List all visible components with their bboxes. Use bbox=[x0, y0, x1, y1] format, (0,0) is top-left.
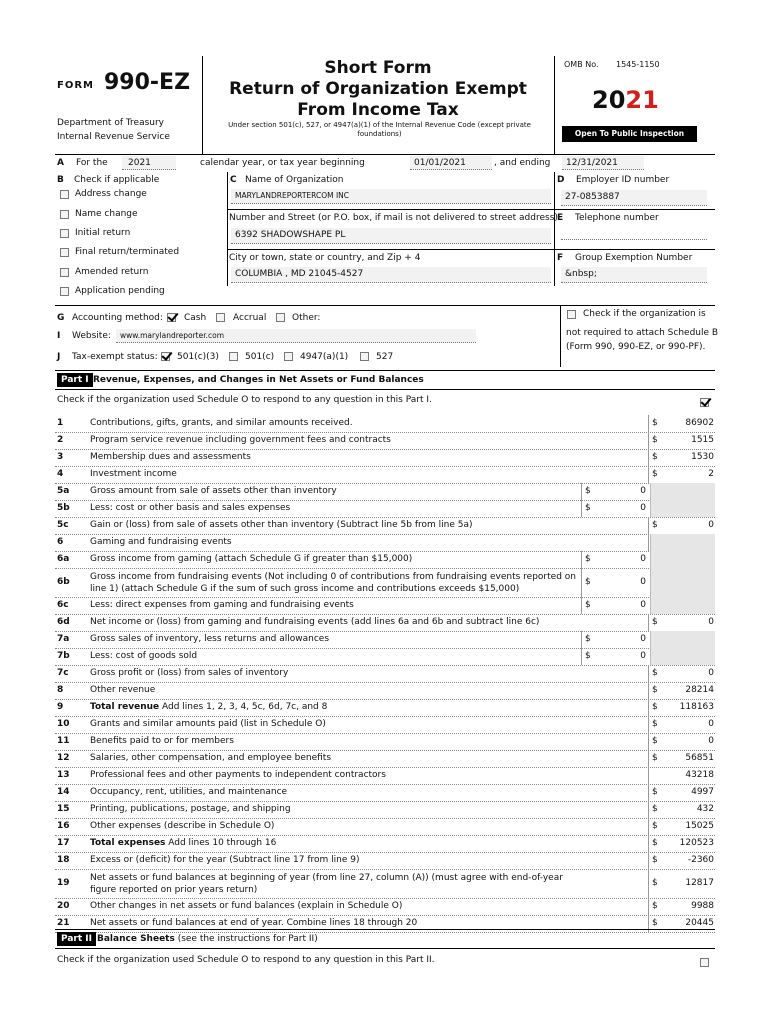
rule-city bbox=[227, 249, 554, 250]
dollar-sign: $ bbox=[652, 821, 658, 831]
part2-title-bold: Balance Sheets bbox=[97, 934, 175, 944]
line-number: 16 bbox=[57, 821, 70, 831]
part1-schedule-o-checkbox[interactable] bbox=[700, 398, 709, 407]
line-description: Other revenue bbox=[90, 685, 156, 695]
right-column-rule bbox=[648, 733, 649, 750]
part2-label: Part II bbox=[57, 932, 96, 946]
line-amount[interactable]: 0 bbox=[640, 486, 646, 496]
shaded-cell bbox=[650, 534, 715, 551]
header-divider-right bbox=[554, 56, 555, 154]
line-number: 7c bbox=[57, 668, 69, 678]
right-column-rule bbox=[648, 767, 649, 784]
line-separator bbox=[55, 852, 715, 853]
dept-irs: Internal Revenue Service bbox=[57, 132, 170, 142]
shaded-cell bbox=[650, 568, 715, 597]
part2-schedule-o-text: Check if the organization used Schedule O to respond to any question in this Part II. bbox=[57, 955, 435, 965]
part2-title bbox=[97, 934, 318, 944]
street-field[interactable]: 6392 SHADOWSHAPE PL bbox=[231, 228, 551, 244]
501c-label: 501(c) bbox=[245, 352, 275, 362]
part2-title-note: (see the instructions for Part II) bbox=[174, 934, 318, 944]
4947a1-label: 4947(a)(1) bbox=[300, 352, 349, 362]
schedule-b-line2: not required to attach Schedule B bbox=[566, 328, 719, 338]
right-column-rule bbox=[648, 818, 649, 835]
line-description: Grants and similar amounts paid (list in Schedule O) bbox=[90, 719, 326, 729]
section-a-letter: A bbox=[57, 158, 64, 168]
527-checkbox[interactable] bbox=[360, 352, 369, 361]
telephone-label: Telephone number bbox=[575, 213, 659, 223]
ein-field[interactable]: 27-0853887 bbox=[561, 190, 707, 206]
line-amount[interactable]: 86902 bbox=[685, 418, 714, 428]
line-separator bbox=[55, 568, 715, 569]
part1-title: Revenue, Expenses, and Changes in Net Assets or Fund Balances bbox=[93, 375, 424, 385]
right-column-rule bbox=[648, 517, 649, 534]
city-label: City or town, state or country, and Zip + 4 bbox=[229, 253, 421, 263]
line-separator bbox=[55, 869, 715, 870]
line-separator bbox=[55, 818, 715, 819]
shaded-cell bbox=[650, 631, 715, 648]
line-amount[interactable]: 2 bbox=[708, 469, 714, 479]
right-column-rule bbox=[648, 665, 649, 682]
rule-part2-top bbox=[55, 929, 715, 930]
right-column-rule bbox=[648, 898, 649, 915]
line-description-bold: Total revenue bbox=[90, 702, 160, 712]
other-method-label: Other: bbox=[292, 313, 321, 323]
right-column-rule bbox=[648, 449, 649, 466]
shaded-cell bbox=[650, 483, 715, 500]
form-title-2: Return of Organization Exempt bbox=[229, 79, 527, 99]
line-description: Net income or (loss) from gaming and fundraising events (add lines 6a and 6b and subtract line 6c) bbox=[90, 617, 540, 627]
line-number: 6d bbox=[57, 617, 70, 627]
shaded-cell bbox=[650, 500, 715, 517]
mid-column-rule bbox=[581, 500, 582, 517]
line-description: Net assets or fund balances at beginning of year (from line 27, column (A)) (must agree with end-of-year figure reported on prior years return) bbox=[90, 873, 563, 895]
line-number: 14 bbox=[57, 787, 70, 797]
line-number: 5b bbox=[57, 503, 70, 513]
tax-year-end-field[interactable]: 12/31/2021 bbox=[562, 156, 644, 170]
amended-return-checkbox[interactable] bbox=[60, 268, 69, 277]
line-separator bbox=[55, 733, 715, 734]
dollar-sign: $ bbox=[652, 736, 658, 746]
cash-label: Cash bbox=[184, 313, 207, 323]
line-description: Benefits paid to or for members bbox=[90, 736, 234, 746]
city-field[interactable]: COLUMBIA , MD 21045-4527 bbox=[231, 267, 551, 283]
dollar-sign: $ bbox=[652, 452, 658, 462]
line-description: Gain or (loss) from sale of assets other than inventory (Subtract line 5b from line 5a) bbox=[90, 520, 473, 530]
section-f-letter: F bbox=[557, 253, 564, 263]
line-description: Other expenses (describe in Schedule O) bbox=[90, 821, 275, 831]
501c-checkbox[interactable] bbox=[229, 352, 238, 361]
dollar-sign: $ bbox=[652, 719, 658, 729]
accrual-checkbox[interactable] bbox=[216, 313, 225, 322]
rule-part2-bottom bbox=[55, 948, 715, 949]
line-separator bbox=[55, 466, 715, 467]
line-number: 13 bbox=[57, 770, 70, 780]
right-column-rule bbox=[648, 716, 649, 733]
mid-column-rule bbox=[581, 631, 582, 648]
rule-g bbox=[55, 305, 715, 306]
tax-exempt-label: Tax-exempt status: bbox=[72, 352, 158, 362]
application-pending-checkbox[interactable] bbox=[60, 287, 69, 296]
line-separator bbox=[55, 898, 715, 899]
line-amount[interactable]: 4997 bbox=[691, 787, 714, 797]
dollar-sign: $ bbox=[585, 486, 591, 496]
line-description bbox=[90, 702, 327, 712]
dollar-sign: $ bbox=[652, 435, 658, 445]
section-g-letter: G bbox=[57, 313, 65, 323]
line-description: Less: cost of goods sold bbox=[90, 651, 198, 661]
line-separator bbox=[55, 767, 715, 768]
telephone-field[interactable] bbox=[561, 228, 707, 240]
line-amount[interactable]: 0 bbox=[708, 617, 714, 627]
line-description: Other changes in net assets or fund balances (explain in Schedule O) bbox=[90, 901, 403, 911]
section-b-label: Check if applicable bbox=[74, 175, 160, 185]
right-column-rule bbox=[648, 415, 649, 432]
rule-a-top bbox=[55, 154, 715, 155]
dollar-sign: $ bbox=[652, 855, 658, 865]
section-d-letter: D bbox=[557, 175, 565, 185]
right-column-rule bbox=[648, 869, 649, 898]
line-separator bbox=[55, 750, 715, 751]
line-description: Gaming and fundraising events bbox=[90, 537, 232, 547]
right-column-rule bbox=[648, 835, 649, 852]
schedule-b-line3: (Form 990, 990-EZ, or 990-PF). bbox=[566, 342, 706, 352]
form-prefix: FORM bbox=[57, 80, 94, 91]
line-amount[interactable]: 28214 bbox=[685, 685, 714, 695]
line-description: Program service revenue including government fees and contracts bbox=[90, 435, 391, 445]
accounting-method-label: Accounting method: bbox=[72, 313, 163, 323]
line-description: Professional fees and other payments to independent contractors bbox=[90, 770, 386, 780]
line-separator bbox=[55, 682, 715, 683]
right-column-rule bbox=[648, 614, 649, 631]
line-separator bbox=[55, 449, 715, 450]
line-number: 8 bbox=[57, 685, 64, 695]
rule-part1-bottom bbox=[55, 389, 715, 390]
section-j-letter: J bbox=[57, 352, 61, 362]
address-change-checkbox[interactable] bbox=[60, 190, 69, 199]
mid-column-rule bbox=[581, 551, 582, 568]
line-amount[interactable]: -2360 bbox=[687, 855, 714, 865]
line-separator bbox=[55, 801, 715, 802]
tax-year-field[interactable]: 2021 bbox=[122, 156, 176, 170]
right-column-rule bbox=[648, 852, 649, 869]
line-separator bbox=[55, 665, 715, 666]
other-method-checkbox[interactable] bbox=[276, 313, 285, 322]
line-number: 10 bbox=[57, 719, 70, 729]
dollar-sign: $ bbox=[652, 918, 658, 928]
line-amount[interactable]: 120523 bbox=[679, 838, 714, 848]
right-column-rule bbox=[648, 466, 649, 483]
dept-treasury: Department of Treasury bbox=[57, 118, 165, 128]
form-subtitle: Under section 501(c), 527, or 4947(a)(1) of the Internal Revenue Code (except private foundations) bbox=[228, 121, 531, 138]
line-number: 7b bbox=[57, 651, 70, 661]
line-number: 7a bbox=[57, 634, 70, 644]
section-b-letter: B bbox=[57, 175, 64, 185]
right-column-rule bbox=[648, 801, 649, 818]
line-amount[interactable]: 432 bbox=[696, 804, 714, 814]
line-description-rest: Add lines 1, 2, 3, 4, 5c, 6d, 7c, and 8 bbox=[159, 702, 328, 712]
line-number: 1 bbox=[57, 418, 64, 428]
mid-column-rule bbox=[581, 483, 582, 500]
line-description: Gross sales of inventory, less returns and allowances bbox=[90, 634, 330, 644]
line-number: 6 bbox=[57, 537, 64, 547]
line-number: 5a bbox=[57, 486, 70, 496]
schedule-b-checkbox[interactable] bbox=[567, 310, 576, 319]
mid-column-rule bbox=[581, 648, 582, 665]
form-title-1: Short Form bbox=[324, 58, 432, 78]
line-description: Gross profit or (loss) from sales of inventory bbox=[90, 668, 289, 678]
line-number: 18 bbox=[57, 855, 70, 865]
line-number: 11 bbox=[57, 736, 70, 746]
ein-label: Employer ID number bbox=[576, 175, 670, 185]
org-name-field[interactable]: MARYLANDREPORTERCOM INC bbox=[231, 189, 551, 204]
line-description: Occupancy, rent, utilities, and maintenance bbox=[90, 787, 288, 797]
section-c-letter: C bbox=[230, 175, 237, 185]
line-amount[interactable]: 0 bbox=[640, 600, 646, 610]
line-description: Gross amount from sale of assets other than inventory bbox=[90, 486, 337, 496]
right-column-rule bbox=[648, 699, 649, 716]
public-inspection-badge: Open To Public Inspection bbox=[562, 126, 697, 142]
amended-return-label: Amended return bbox=[75, 267, 149, 277]
group-exemption-label: Group Exemption Number bbox=[575, 253, 693, 263]
line-number: 6b bbox=[57, 577, 70, 587]
line-description: Gross income from gaming (attach Schedule G if greater than $15,000) bbox=[90, 554, 413, 564]
right-column-rule bbox=[648, 750, 649, 767]
line-amount[interactable]: 0 bbox=[640, 577, 646, 587]
dollar-sign: $ bbox=[652, 418, 658, 428]
dollar-sign: $ bbox=[652, 901, 658, 911]
line-number: 9 bbox=[57, 702, 64, 712]
dollar-sign: $ bbox=[652, 804, 658, 814]
line-separator bbox=[55, 631, 715, 632]
line-number: 2 bbox=[57, 435, 64, 445]
line-amount[interactable]: 56851 bbox=[685, 753, 714, 763]
line-amount[interactable]: 0 bbox=[708, 520, 714, 530]
right-column-rule bbox=[648, 682, 649, 699]
group-exemption-field[interactable]: &nbsp; bbox=[561, 267, 707, 283]
rule-street bbox=[227, 209, 554, 210]
501c3-checkbox[interactable] bbox=[161, 352, 170, 361]
final-return-label: Final return/terminated bbox=[75, 247, 180, 257]
omb-label: OMB No. bbox=[564, 60, 599, 69]
line-number: 15 bbox=[57, 804, 70, 814]
dollar-sign: $ bbox=[652, 617, 658, 627]
line-separator bbox=[55, 517, 715, 518]
tax-year-prefix: 20 bbox=[592, 86, 626, 114]
initial-return-label: Initial return bbox=[75, 228, 131, 238]
501c3-label: 501(c)(3) bbox=[177, 352, 219, 362]
accrual-label: Accrual bbox=[233, 313, 267, 323]
shaded-cell bbox=[650, 648, 715, 665]
street-label: Number and Street (or P.O. box, if mail is not delivered to street address) bbox=[229, 213, 558, 223]
part1-label: Part I bbox=[57, 373, 93, 387]
rule-f bbox=[554, 249, 715, 250]
dollar-sign: $ bbox=[652, 787, 658, 797]
dollar-sign: $ bbox=[585, 634, 591, 644]
dollar-sign: $ bbox=[652, 878, 658, 888]
name-change-checkbox[interactable] bbox=[60, 210, 69, 219]
line-amount[interactable]: 0 bbox=[708, 668, 714, 678]
part1-schedule-o-text: Check if the organization used Schedule O to respond to any question in this Part I. bbox=[57, 395, 432, 405]
line-amount[interactable]: 0 bbox=[640, 651, 646, 661]
line-separator bbox=[55, 932, 715, 933]
line-separator bbox=[55, 500, 715, 501]
tax-year-suffix: 21 bbox=[625, 86, 659, 114]
form-number: 990-EZ bbox=[104, 70, 191, 95]
line-amount[interactable]: 15025 bbox=[685, 821, 714, 831]
part2-schedule-o-checkbox[interactable] bbox=[700, 958, 709, 967]
line-number: 17 bbox=[57, 838, 70, 848]
section-def-left-rule bbox=[554, 172, 555, 286]
line-amount[interactable]: 0 bbox=[708, 719, 714, 729]
section-e-letter: E bbox=[557, 213, 564, 223]
line-amount[interactable]: 0 bbox=[640, 554, 646, 564]
line-separator bbox=[55, 699, 715, 700]
line-number: 3 bbox=[57, 452, 64, 462]
right-column-rule bbox=[648, 784, 649, 801]
line-description: Membership dues and assessments bbox=[90, 452, 251, 462]
line-amount[interactable]: 0 bbox=[708, 736, 714, 746]
final-return-checkbox[interactable] bbox=[60, 248, 69, 257]
schedule-b-line1: Check if the organization is bbox=[583, 309, 706, 319]
line-number: 19 bbox=[57, 878, 70, 888]
right-column-rule bbox=[648, 534, 649, 551]
website-field[interactable]: www.marylandreporter.com bbox=[116, 329, 476, 343]
line-description: Printing, publications, postage, and shipping bbox=[90, 804, 291, 814]
line-description: Investment income bbox=[90, 469, 177, 479]
ending-text: , and ending bbox=[494, 158, 551, 168]
dollar-sign: $ bbox=[652, 469, 658, 479]
line-amount[interactable]: 9988 bbox=[691, 901, 714, 911]
dollar-sign: $ bbox=[652, 702, 658, 712]
dollar-sign: $ bbox=[652, 520, 658, 530]
line-separator bbox=[55, 784, 715, 785]
line-separator bbox=[55, 835, 715, 836]
line-description: Gross income from fundraising events (Not including 0 of contributions from fundraising events reported on line 1) (attach Schedule G if the sum of such gross income and contributions exceeds $15,000) bbox=[90, 572, 576, 594]
dollar-sign: $ bbox=[652, 838, 658, 848]
tax-year bbox=[592, 86, 659, 114]
line-description: Less: cost or other basis and sales expenses bbox=[90, 503, 291, 513]
section-c-left-rule bbox=[227, 172, 228, 286]
dollar-sign: $ bbox=[652, 668, 658, 678]
line-amount[interactable]: 20445 bbox=[685, 918, 714, 928]
line-amount[interactable]: 0 bbox=[640, 634, 646, 644]
form-title-3: From Income Tax bbox=[297, 100, 459, 120]
line-description: Less: direct expenses from gaming and fundraising events bbox=[90, 600, 354, 610]
dollar-sign: $ bbox=[585, 503, 591, 513]
line-number: 21 bbox=[57, 918, 70, 928]
line-separator bbox=[55, 483, 715, 484]
line-amount[interactable]: 118163 bbox=[679, 702, 714, 712]
line-amount[interactable]: 12817 bbox=[685, 878, 714, 888]
4947a1-checkbox[interactable] bbox=[284, 352, 293, 361]
line-number: 12 bbox=[57, 753, 70, 763]
line-number: 5c bbox=[57, 520, 69, 530]
line-description-rest: Add lines 10 through 16 bbox=[165, 838, 277, 848]
line-separator bbox=[55, 915, 715, 916]
line-amount[interactable]: 0 bbox=[640, 503, 646, 513]
initial-return-checkbox[interactable] bbox=[60, 229, 69, 238]
line-separator bbox=[55, 716, 715, 717]
dollar-sign: $ bbox=[585, 577, 591, 587]
line-amount[interactable]: 43218 bbox=[685, 770, 714, 780]
line-number: 20 bbox=[57, 901, 70, 911]
dollar-sign: $ bbox=[585, 554, 591, 564]
calendar-year-text: calendar year, or tax year beginning bbox=[200, 158, 365, 168]
cash-checkbox[interactable] bbox=[167, 313, 176, 322]
line-separator bbox=[55, 648, 715, 649]
line-number: 6c bbox=[57, 600, 69, 610]
line-separator bbox=[55, 614, 715, 615]
omb-number: 1545-1150 bbox=[616, 60, 660, 69]
dollar-sign: $ bbox=[652, 685, 658, 695]
line-separator bbox=[55, 551, 715, 552]
527-label: 527 bbox=[376, 352, 394, 362]
right-column-rule bbox=[648, 432, 649, 449]
line-description-bold: Total expenses bbox=[90, 838, 166, 848]
line-description: Net assets or fund balances at end of year. Combine lines 18 through 20 bbox=[90, 918, 418, 928]
dollar-sign: $ bbox=[585, 600, 591, 610]
application-pending-label: Application pending bbox=[75, 286, 165, 296]
line-separator bbox=[55, 432, 715, 433]
rule-part1-top bbox=[55, 370, 715, 371]
rule-e bbox=[554, 209, 715, 210]
org-name-label: Name of Organization bbox=[245, 175, 344, 185]
line-description bbox=[90, 838, 276, 848]
line-description: Contributions, gifts, grants, and similar amounts received. bbox=[90, 418, 353, 428]
section-a-for-the: For the bbox=[76, 158, 108, 168]
address-change-label: Address change bbox=[75, 189, 147, 199]
line-description: Salaries, other compensation, and employee benefits bbox=[90, 753, 332, 763]
section-i-letter: I bbox=[57, 331, 61, 341]
shaded-cell bbox=[650, 597, 715, 614]
website-label: Website: bbox=[72, 331, 111, 341]
line-description: Excess or (deficit) for the year (Subtract line 17 from line 9) bbox=[90, 855, 360, 865]
line-separator bbox=[55, 534, 715, 535]
line-number: 4 bbox=[57, 469, 64, 479]
line-amount[interactable]: 1530 bbox=[691, 452, 714, 462]
dollar-sign: $ bbox=[652, 753, 658, 763]
dollar-sign: $ bbox=[585, 651, 591, 661]
mid-column-rule bbox=[581, 597, 582, 614]
tax-year-begin-field[interactable]: 01/01/2021 bbox=[410, 156, 492, 170]
name-change-label: Name change bbox=[75, 209, 138, 219]
section-h-left-rule bbox=[560, 305, 561, 367]
mid-column-rule bbox=[581, 568, 582, 597]
line-amount[interactable]: 1515 bbox=[691, 435, 714, 445]
line-number: 6a bbox=[57, 554, 70, 564]
line-separator bbox=[55, 597, 715, 598]
shaded-cell bbox=[650, 551, 715, 568]
